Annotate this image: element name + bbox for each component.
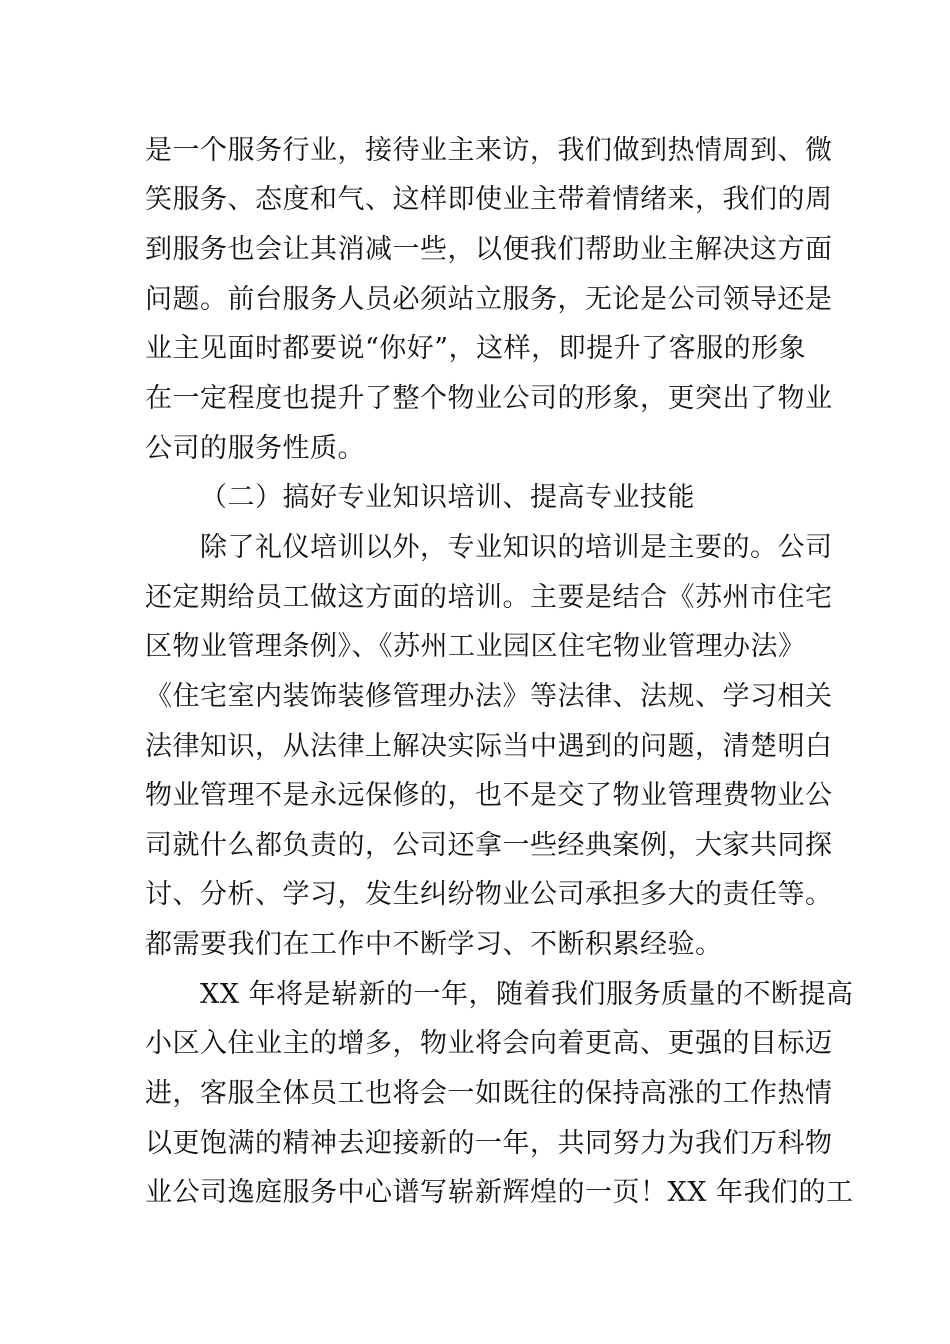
body-text-line: 都需要我们在工作中不断学习、不断积累经验。 [145, 929, 723, 960]
body-text-line: 小区入住业主的增多，物业将会向着更高、更强的目标迈 [145, 1028, 833, 1059]
body-text-line: 法律知识，从法律上解决实际当中遇到的问题，清楚明白 [145, 731, 833, 762]
paragraph-first-line: XX 年将是崭新的一年，随着我们服务质量的不断提高 [200, 979, 854, 1010]
body-text-line: 到服务也会让其消减一些，以便我们帮助业主解决这方面 [145, 234, 833, 265]
body-text-line: 笑服务、态度和气、这样即使业主带着情绪来，我们的周 [145, 184, 833, 215]
body-text-line: 业公司逸庭服务中心谱写崭新辉煌的一页！XX 年我们的工 [145, 1177, 854, 1208]
body-text-line: 问题。前台服务人员必须站立服务，无论是公司领导还是 [145, 284, 833, 315]
body-text-line: 还定期给员工做这方面的培训。主要是结合《苏州市住宅 [145, 582, 833, 613]
body-text-line: 司就什么都负责的，公司还拿一些经典案例，大家共同探 [145, 830, 833, 861]
body-text-line: 是一个服务行业，接待业主来访，我们做到热情周到、微 [145, 135, 833, 166]
body-text-line: 在一定程度也提升了整个物业公司的形象，更突出了物业 [145, 383, 833, 414]
body-text-line: 物业管理不是永远保修的，也不是交了物业管理费物业公 [145, 780, 833, 811]
body-text-line: 进，客服全体员工也将会一如既往的保持高涨的工作热情 [145, 1078, 833, 1109]
section-heading: （二）搞好专业知识培训、提高专业技能 [200, 482, 695, 513]
paragraph-first-line: 除了礼仪培训以外，专业知识的培训是主要的。公司 [200, 532, 833, 563]
body-text-line: 以更饱满的精神去迎接新的一年，共同努力为我们万科物 [145, 1128, 833, 1159]
body-text-line: 讨、分析、学习，发生纠纷物业公司承担多大的责任等。 [145, 879, 833, 910]
body-text-line: 业主见面时都要说“你好”，这样，即提升了客服的形象 [145, 333, 807, 364]
body-text-line: 《住宅室内装饰装修管理办法》等法律、法规、学习相关 [145, 681, 833, 712]
body-text-line: 公司的服务性质。 [145, 433, 365, 464]
body-text-line: 区物业管理条例》、《苏州工业园区住宅物业管理办法》 [145, 631, 806, 662]
